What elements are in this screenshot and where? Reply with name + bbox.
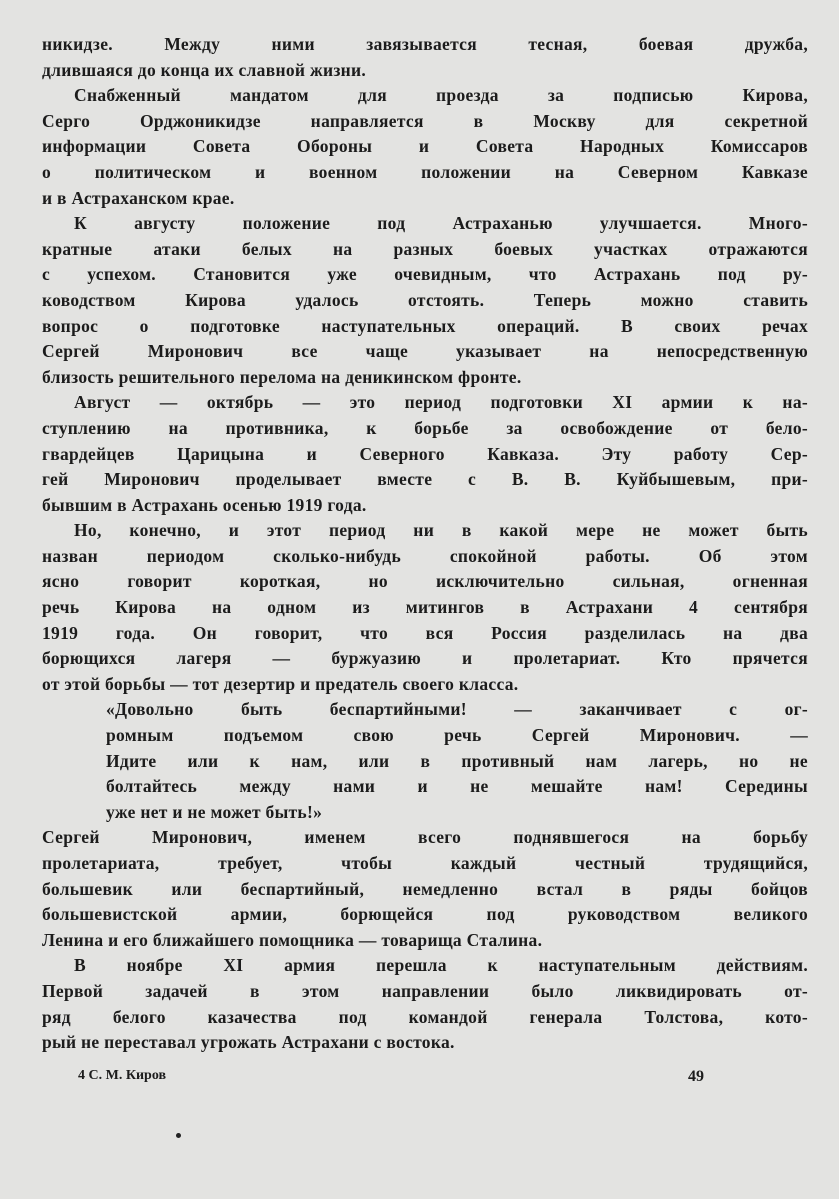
signature-mark: 4 С. М. Киров [78,1068,167,1083]
text-line: рый не переставал угрожать Астрахани с востока. [42,1032,455,1053]
text-line: информации Совета Обороны и Совета Народных Комиссаров [42,136,808,157]
paragraph [42,825,808,953]
paragraph [42,390,808,518]
text-line: ряд белого казачества под командой генерала Толстова, кото- [42,1006,808,1027]
text-line: речь Кирова на одном из митингов в Астрахани 4 сентября [42,597,808,618]
text-line: и в Астраханском крае. [42,187,235,208]
text-line: гей Миронович проделывает вместе с В. В. Куйбышевым, при- [42,469,808,490]
text-line: близость решительного перелома на деникинском фронте. [42,366,522,387]
text-line: никидзе. Между ними завязывается тесная, боевая дружба, [42,34,808,54]
paragraph [42,953,808,1055]
paragraph [42,83,808,211]
text-line: ководством Кирова удалось отстоять. Теперь можно ставить [42,289,808,310]
text-line: борющихся лагеря — буржуазию и пролетариат. Кто прячется [42,648,808,669]
page-body [42,32,808,1056]
paragraph [42,211,808,390]
text-line: Сергей Миронович, именем всего поднявшегося на борьбу [42,827,808,848]
text-line: Но, конечно, и этот период ни в какой мере не может быть [74,520,808,541]
text-line: от этой борьбы — тот дезертир и предатель своего класса. [42,673,519,694]
text-line: о политическом и военном положении на Северном Кавказе [42,161,808,182]
page-number: 49 [688,1068,704,1085]
text-line: назван периодом сколько-нибудь спокойной работы. Об этом [42,545,808,566]
text-line: ясно говорит короткая, но исключительно сильная, огненная [42,571,808,592]
text-line: большевистской армии, борющейся под руководством великого [42,904,808,925]
text-line: большевик или беспартийный, немедленно встал в ряды бойцов [42,878,808,899]
text-line: Серго Орджоникидзе направляется в Москву для секретной [42,110,808,131]
text-line: ромным подъемом свою речь Сергей Миронович. — [106,725,808,746]
text-line: с успехом. Становится уже очевидным, что Астрахань под ру- [42,264,808,285]
text-line: уже нет и не может быть!» [106,801,323,822]
block-quote [42,697,808,825]
text-line: Первой задачей в этом направлении было ликвидировать от- [42,980,808,1001]
paragraph [42,518,808,697]
paragraph [42,32,808,83]
text-line: Снабженный мандатом для проезда за подписью Кирова, [74,85,808,106]
text-line: кратные атаки белых на разных боевых участках отражаются [42,238,808,259]
text-line: Август — октябрь — это период подготовки XI армии к на- [74,392,808,413]
text-line: длившаяся до конца их славной жизни. [42,59,367,80]
text-line: пролетариата, требует, чтобы каждый честный трудящийся, [42,853,808,873]
text-line: вопрос о подготовке наступательных операций. В своих речах [42,315,808,336]
text-line: Сергей Миронович все чаще указывает на непосредственную [42,341,808,362]
text-line: К августу положение под Астраханью улучшается. Много- [74,213,808,234]
text-line: Ленина и его ближайшего помощника — товарища Сталина. [42,929,543,950]
text-line: «Довольно быть беспартийными! — заканчивает с ог- [106,699,808,720]
speck [176,1133,181,1138]
text-line: В ноябре XI армия перешла к наступательным действиям. [74,955,808,976]
text-line: бывшим в Астрахань осенью 1919 года. [42,494,367,515]
text-line: болтайтесь между нами и не мешайте нам! Середины [106,776,808,797]
text-line: гвардейцев Царицына и Северного Кавказа. Эту работу Сер- [42,443,808,464]
text-line: 1919 года. Он говорит, что вся Россия разделилась на два [42,622,808,643]
text-line: Идите или к нам, или в противный нам лагерь, но не [106,750,808,771]
text-line: ступлению на противника, к борьбе за освобождение от бело- [42,417,808,438]
